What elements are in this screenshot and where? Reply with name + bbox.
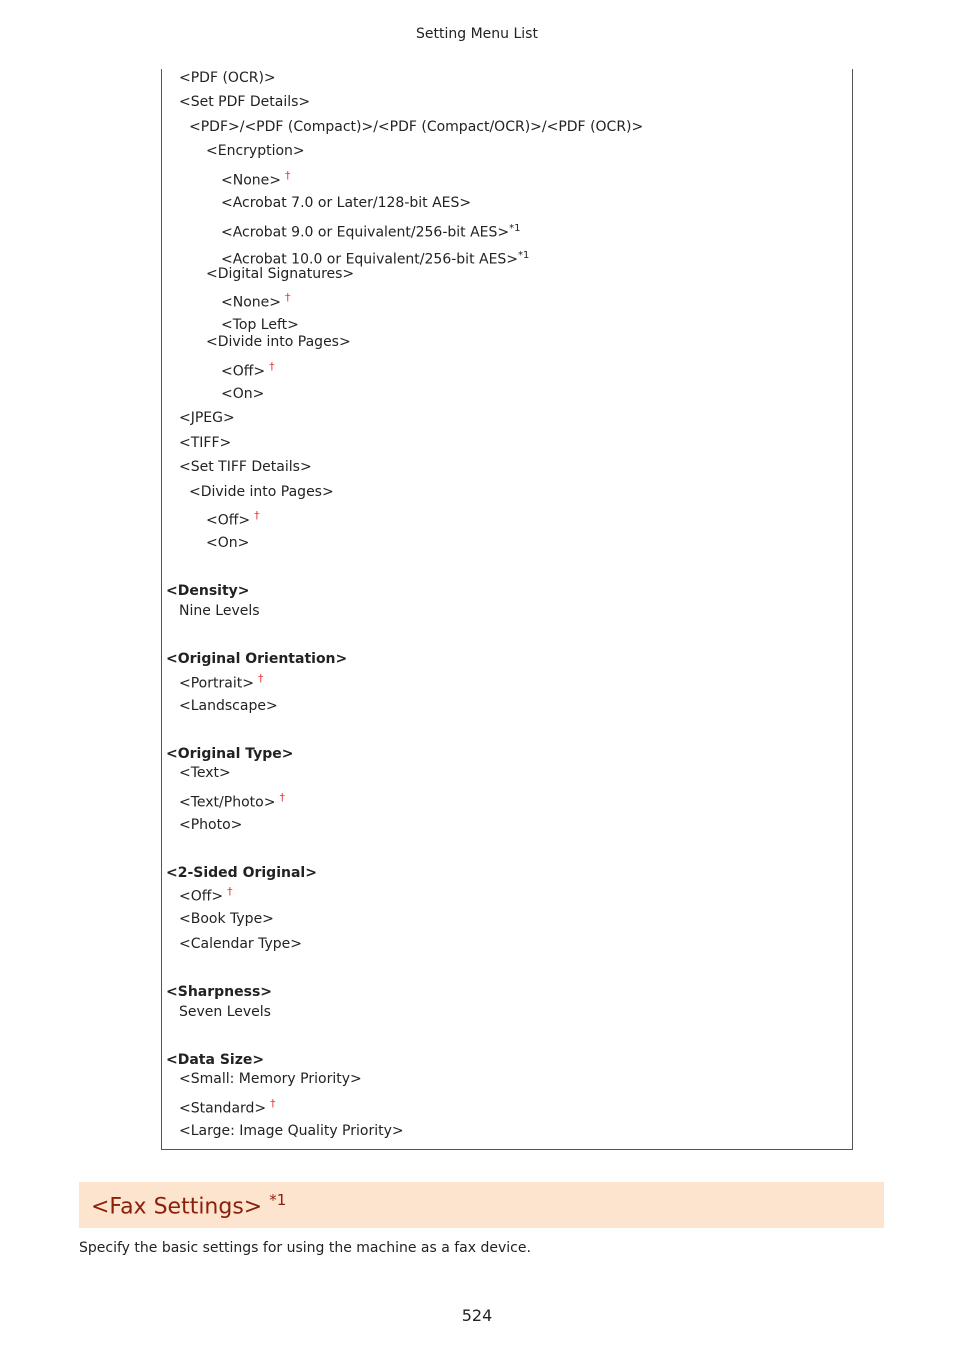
setting-label: <Set TIFF Details> <box>179 459 312 475</box>
setting-option <box>221 220 521 242</box>
default-value-dagger-icon: † <box>270 1097 276 1110</box>
setting-option <box>206 142 305 160</box>
setting-option <box>179 816 242 834</box>
setting-option <box>179 789 285 812</box>
setting-option <box>179 697 278 715</box>
setting-label: <TIFF> <box>179 435 232 451</box>
setting-label: <Acrobat 10.0 or Equivalent/256-bit AES> <box>221 251 519 268</box>
setting-option <box>206 265 354 283</box>
setting-option <box>189 483 334 501</box>
setting-option <box>179 1122 404 1140</box>
section-title <box>91 1191 286 1219</box>
setting-heading <box>166 1051 264 1069</box>
setting-label: Nine Levels <box>179 603 260 619</box>
setting-option <box>221 167 291 190</box>
setting-label: <2-Sided Original> <box>166 865 317 881</box>
setting-option <box>179 670 263 693</box>
page-number: 524 <box>461 1306 493 1325</box>
setting-option <box>221 289 291 312</box>
setting-heading <box>166 745 294 763</box>
setting-label: <Portrait> <box>179 675 254 692</box>
setting-label: <Divide into Pages> <box>206 334 351 350</box>
setting-label: <Acrobat 9.0 or Equivalent/256-bit AES> <box>221 224 510 241</box>
setting-label: <None> <box>221 294 281 311</box>
setting-label: <JPEG> <box>179 410 235 426</box>
setting-label: <PDF (OCR)> <box>179 70 276 86</box>
section-title-footnote: *1 <box>269 1191 287 1209</box>
setting-heading <box>166 864 317 882</box>
setting-label: <Calendar Type> <box>179 936 303 952</box>
setting-option <box>179 910 274 928</box>
setting-label: <Photo> <box>179 817 243 833</box>
setting-heading <box>166 582 250 600</box>
setting-option <box>179 883 233 906</box>
setting-label: <Off> <box>206 512 251 529</box>
setting-label: <Encryption> <box>206 143 305 159</box>
default-value-dagger-icon: † <box>285 291 291 304</box>
setting-option <box>206 507 260 530</box>
setting-option <box>179 1003 271 1021</box>
default-value-dagger-icon: † <box>254 509 260 522</box>
setting-option <box>179 935 302 953</box>
setting-label: <Book Type> <box>179 911 274 927</box>
running-header: Setting Menu List <box>416 26 538 42</box>
setting-option <box>206 534 249 552</box>
setting-label: <Original Type> <box>166 746 294 762</box>
setting-option <box>206 333 351 351</box>
section-title-text: <Fax Settings> <box>91 1194 263 1220</box>
setting-option <box>221 385 264 403</box>
setting-option <box>189 118 643 136</box>
setting-option <box>179 93 310 111</box>
setting-option <box>179 602 260 620</box>
setting-option <box>179 1095 276 1118</box>
setting-heading <box>166 983 272 1001</box>
footnote-marker: *1 <box>509 223 521 234</box>
setting-label: <Small: Memory Priority> <box>179 1071 362 1087</box>
default-value-dagger-icon: † <box>279 791 285 804</box>
setting-label: <Off> <box>221 363 266 380</box>
setting-label: <Acrobat 7.0 or Later/128-bit AES> <box>221 195 472 211</box>
setting-label: <Top Left> <box>221 317 299 333</box>
setting-label: <Landscape> <box>179 698 278 714</box>
setting-label: <Data Size> <box>166 1052 265 1068</box>
default-value-dagger-icon: † <box>285 169 291 182</box>
setting-label: <Digital Signatures> <box>206 266 355 282</box>
setting-option <box>179 409 235 427</box>
setting-label: <None> <box>221 172 281 189</box>
setting-label: <Text> <box>179 765 231 781</box>
setting-option <box>179 1070 362 1088</box>
setting-label: <Set PDF Details> <box>179 94 311 110</box>
setting-label: <Divide into Pages> <box>189 484 334 500</box>
setting-option <box>221 194 471 212</box>
setting-label: Seven Levels <box>179 1004 271 1020</box>
setting-label: <Large: Image Quality Priority> <box>179 1123 404 1139</box>
setting-option <box>179 764 231 782</box>
setting-label: <On> <box>221 386 265 402</box>
setting-option <box>221 316 299 334</box>
setting-option <box>179 458 312 476</box>
setting-label: <Sharpness> <box>166 984 273 1000</box>
setting-option <box>179 69 276 87</box>
setting-label: <On> <box>206 535 250 551</box>
setting-label: <Density> <box>166 583 250 599</box>
setting-label: <Off> <box>179 888 224 905</box>
setting-label: <Standard> <box>179 1100 267 1117</box>
setting-label: <Text/Photo> <box>179 794 276 811</box>
section-description: Specify the basic settings for using the machine as a fax device. <box>79 1240 531 1256</box>
setting-label: <PDF>/<PDF (Compact)>/<PDF (Compact/OCR)>/<PDF (OCR)> <box>189 119 644 135</box>
default-value-dagger-icon: † <box>269 360 275 373</box>
footnote-marker: *1 <box>518 250 530 261</box>
default-value-dagger-icon: † <box>227 885 233 898</box>
section-heading-bar <box>79 1182 884 1228</box>
default-value-dagger-icon: † <box>257 672 264 685</box>
setting-heading <box>166 650 347 668</box>
setting-option <box>179 434 231 452</box>
setting-option <box>221 358 275 381</box>
setting-label: <Original Orientation> <box>166 651 348 667</box>
